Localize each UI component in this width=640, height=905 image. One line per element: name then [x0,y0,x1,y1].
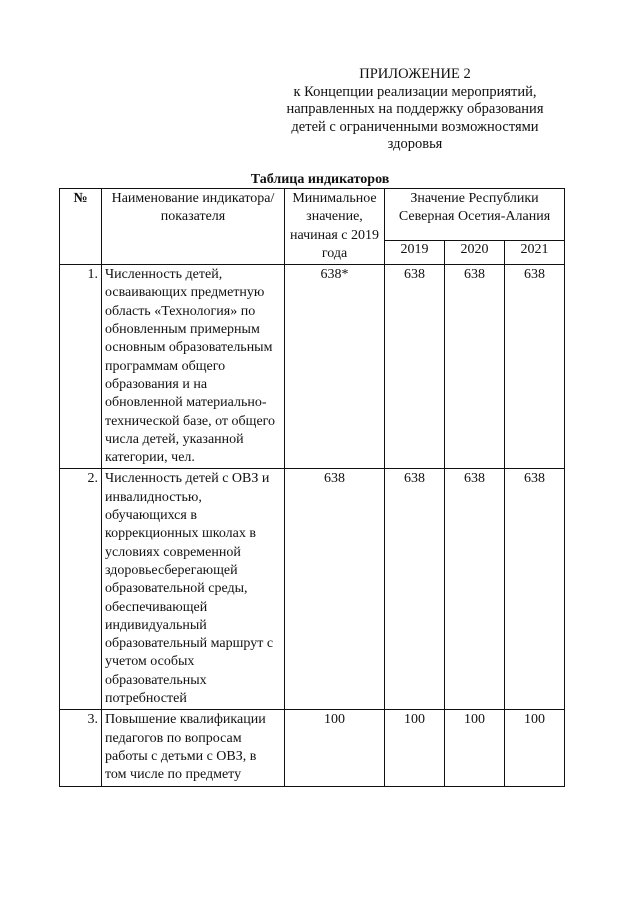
row-value-2019: 638 [385,469,445,710]
row-indicator-name: Численность детей, осваивающих предметную область «Технология» по обновленным примерным основным образовательным программам общего образования и на обновленной материально-технической базе, от общего числа детей, указанной категории, чел. [102,265,285,469]
row-number: 2. [60,469,102,710]
header-year-2019: 2019 [385,241,445,265]
row-value-2021: 638 [505,265,565,469]
header-min-value: Минимальное значение, начиная с 2019 года [285,189,385,265]
row-value-2020: 638 [445,469,505,710]
table-header-row [60,189,565,241]
table-title: Таблица индикаторов [250,172,390,187]
table-row [60,265,565,469]
row-indicator-name: Численность детей с ОВЗ и инвалидностью, обучающихся в коррекционных школах в условиях современной здоровьесберегающей образовательной среды, обеспечивающей индивидуальный образовательный маршрут с учетом особых образовательных потребностей [102,469,285,710]
header-year-2021: 2021 [505,241,565,265]
appendix-line: к Концепции реализации мероприятий, [293,83,537,100]
appendix-heading [270,66,560,154]
row-number: 1. [60,265,102,469]
row-min-value: 638* [285,265,385,469]
indicators-table [59,188,565,787]
table-row [60,469,565,710]
row-indicator-name: Повышение квалификации педагогов по вопросам работы с детьми с ОВЗ, в том числе по предмету [102,710,285,786]
row-value-2020: 638 [445,265,505,469]
row-value-2021: 638 [505,469,565,710]
header-number: № [60,189,102,265]
row-number: 3. [60,710,102,786]
appendix-line: детей с ограниченными возможностями [291,118,539,135]
row-min-value: 100 [285,710,385,786]
header-region-value: Значение Республики Северная Осетия-Алания [385,189,565,241]
header-year-2020: 2020 [445,241,505,265]
row-value-2020: 100 [445,710,505,786]
appendix-line: направленных на поддержку образования [286,101,544,117]
row-value-2019: 100 [385,710,445,786]
appendix-line: здоровья [387,136,443,152]
row-value-2019: 638 [385,265,445,469]
row-value-2021: 100 [505,710,565,786]
header-indicator-name: Наименование индикатора/показателя [102,189,285,265]
row-min-value: 638 [285,469,385,710]
appendix-title: ПРИЛОЖЕНИЕ 2 [359,66,471,82]
table-row [60,710,565,786]
